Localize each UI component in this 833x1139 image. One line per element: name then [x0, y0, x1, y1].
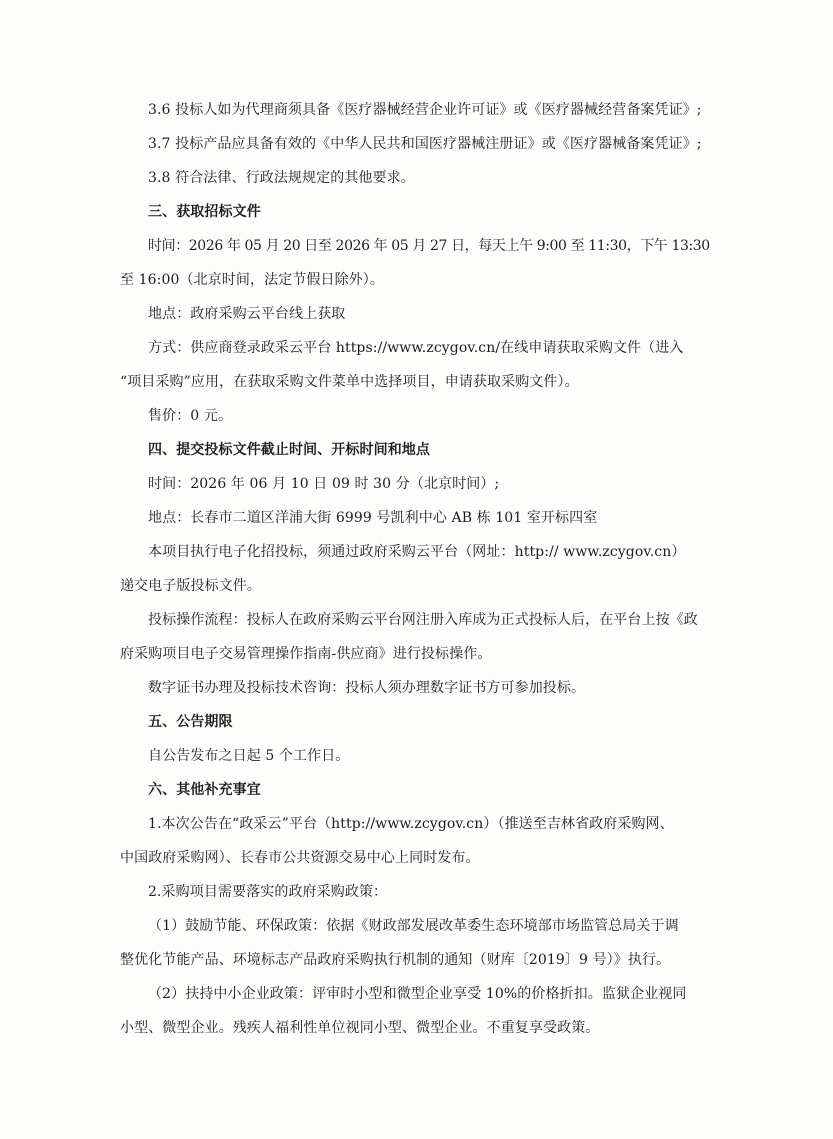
digital-certificate-note: 数字证书办理及投标技术咨询：投标人须办理数字证书方可参加投标。 [148, 680, 586, 696]
section-heading-5: 五、公告期限 [148, 714, 233, 730]
supplement-2: 2.采购项目需要落实的政府采购政策： [148, 884, 388, 900]
clause-3-7: 3.7 投标产品应具备有效的《中华人民共和国医疗器械注册证》或《医疗器械备案凭证》; [148, 136, 702, 152]
obtain-location: 地点：政府采购云平台线上获取 [148, 306, 346, 322]
notice-period: 自公告发布之日起 5 个工作日。 [148, 748, 350, 764]
document-body [120, 93, 710, 1045]
bidding-process-line-1: 投标操作流程：投标人在政府采购云平台网注册入库成为正式投标人后，在平台上按《政 [148, 612, 698, 628]
obtain-method-line-2: “项目采购”应用，在获取采购文件菜单中选择项目，申请获取采购文件）。 [120, 374, 579, 390]
electronic-bidding-line-2: 递交电子版投标文件。 [120, 578, 261, 594]
supplement-1-line-2: 中国政府采购网）、长春市公共资源交易中心上同时发布。 [120, 850, 480, 866]
clause-3-8: 3.8 符合法律、行政法规规定的其他要求。 [148, 170, 415, 186]
obtain-time-line-1: 时间：2026 年 05 月 20 日至 2026 年 05 月 27 日，每天上午 9:00 至 11:30，下午 13:30 [148, 238, 710, 254]
obtain-price: 售价：0 元。 [148, 408, 233, 424]
bidding-process-line-2: 府采购项目电子交易管理操作指南-供应商》进行投标操作。 [120, 646, 492, 662]
clause-3-6: 3.6 投标人如为代理商须具备《医疗器械经营企业许可证》或《医疗器械经营备案凭证》; [148, 102, 702, 118]
section-heading-4: 四、提交投标文件截止时间、开标时间和地点 [148, 442, 430, 458]
obtain-time-line-2: 至 16:00（北京时间，法定节假日除外）。 [120, 272, 384, 288]
deadline-location: 地点：长春市二道区洋浦大街 6999 号凯利中心 AB 栋 101 室开标四室 [148, 510, 598, 526]
section-heading-6: 六、其他补充事宜 [148, 782, 261, 798]
deadline-time: 时间：2026 年 06 月 10 日 09 时 30 分（北京时间）; [148, 476, 500, 492]
section-heading-3: 三、获取招标文件 [148, 204, 261, 220]
policy-2-line-2: 小型、微型企业。残疾人福利性单位视同小型、微型企业。不重复享受政策。 [120, 1020, 600, 1036]
policy-1-line-1: （1）鼓励节能、环保政策：依据《财政部发展改革委生态环境部市场监管总局关于调 [148, 918, 679, 934]
policy-2-line-1: （2）扶持中小企业政策：评审时小型和微型企业享受 10%的价格折扣。监狱企业视同 [148, 986, 687, 1002]
obtain-method-line-1: 方式：供应商登录政采云平台 https://www.zcygov.cn/在线申请获取采购文件（进入 [148, 340, 684, 356]
policy-1-line-2: 整优化节能产品、环境标志产品政府采购执行机制的通知（财库〔2019〕9 号）》执行。 [120, 952, 671, 968]
electronic-bidding-line-1: 本项目执行电子化招投标，须通过政府采购云平台（网址：http:// www.zcygov.cn） [148, 544, 686, 560]
supplement-1-line-1: 1.本次公告在“政采云”平台（http://www.zcygov.cn）（推送至吉林省政府采购网、 [148, 816, 674, 832]
